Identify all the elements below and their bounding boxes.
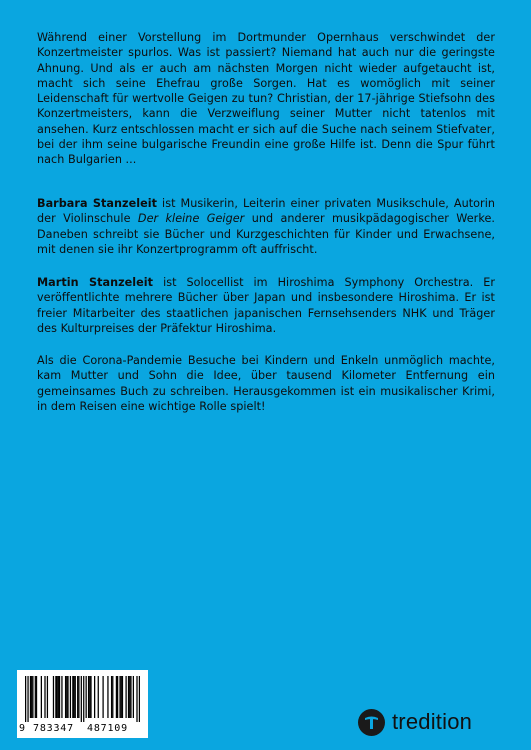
barcode-bar	[77, 676, 78, 718]
barcode-bar	[75, 676, 76, 718]
barcode-bar	[121, 676, 122, 718]
barcode-bar	[94, 676, 95, 718]
barcode-bar	[83, 676, 84, 722]
barcode-bar	[70, 676, 71, 718]
closing-text: Als die Corona-Pandemie Besuche bei Kindern und Enkeln unmöglich machte, kam Mutter und Sohn die Idee, über tausend Kilometer Entfernung ein gemeinsames Buch zu schreiben. Herausgekommen ist ein musikalischer Krimi, in dem Reisen eine wichtige Rolle spielt!	[37, 354, 495, 413]
barcode-right-group: 487109	[87, 723, 128, 734]
barcode-bar	[72, 676, 73, 718]
author-name-martin: Martin Stanzeleit	[37, 276, 154, 289]
barcode-bar	[58, 676, 59, 718]
barcode-bar	[86, 676, 87, 718]
barcode-bar	[32, 676, 33, 718]
barcode-bar	[36, 676, 37, 718]
barcode-bar	[78, 676, 79, 718]
barcode-bar	[41, 676, 42, 718]
barcode-bar	[128, 676, 129, 718]
author-bio-barbara-part1: ist Musikerin, Leiterin einer privaten Musikschule, Autorin der Violinschule	[37, 197, 495, 226]
author-bio-barbara	[37, 196, 495, 257]
barcode-lead-digit: 9	[19, 723, 26, 734]
barcode-bar	[102, 676, 103, 718]
barcode-bar	[59, 676, 60, 718]
closing-paragraph	[37, 353, 495, 414]
barcode-bar	[47, 676, 48, 718]
barcode-bar	[25, 676, 26, 722]
author-bio-barbara-text	[37, 196, 495, 257]
barcode-bar	[136, 676, 137, 722]
barcode-bar	[44, 676, 45, 718]
barcode-bar	[81, 676, 82, 722]
barcode-bar	[61, 676, 62, 718]
author-name-barbara: Barbara Stanzeleit	[37, 197, 158, 210]
blurb-text: Während einer Vorstellung im Dortmunder Opernhaus verschwindet der Konzertmeister spurlos. Was ist passiert? Niemand hat auch nur die geringste Ahnung. Und als er auch am nächsten Morgen nicht wieder aufgetaucht ist, macht sich seine Ehefrau große Sorgen. Hat es womöglich mit seiner Leidenschaft für wertvolle Geigen zu tun? Christian, der 17-jährige Stiefsohn des Konzertmeisters, kann die Verzweiflung seiner Mutter nicht tatenlos mit ansehen. Kurz entschlossen macht er sich auf die Suche nach seinem Stiefvater, bei der ihm seine bulgarische Freundin eine große Hilfe ist. Denn die Spur führt nach Bulgarien ...	[37, 31, 495, 167]
barcode-bar	[65, 676, 66, 718]
barcode-bar	[56, 676, 57, 718]
barcode-bar	[66, 676, 67, 718]
barcode-bar	[129, 676, 130, 718]
barcode-bar	[27, 676, 28, 722]
barcode-bar	[55, 676, 56, 718]
barcode-bar	[111, 676, 112, 718]
isbn-barcode	[17, 670, 148, 738]
barcode-bar	[130, 676, 131, 718]
work-title: Der kleine Geiger	[137, 212, 245, 226]
publisher-brand	[358, 705, 472, 739]
barcode-bar	[89, 676, 90, 718]
author-bio-martin-text	[37, 275, 495, 336]
barcode-left-group: 783347	[33, 723, 74, 734]
barcode-bar	[107, 676, 108, 718]
tredition-logo-glyph	[363, 714, 380, 731]
barcode-bar	[98, 676, 99, 718]
barcode-bar	[116, 676, 117, 718]
barcode-bar	[53, 676, 54, 718]
barcode-bar	[119, 676, 120, 718]
author-bio-martin-part: ist Solocellist im Hiroshima Symphony Orchestra. Er veröffentlichte mehrere Bücher über Japan und insbesondere Hiroshima. Er ist freier Mitarbeiter des staatlichen japanischen Fernsehsenders NHK und Träger des Kulturpreises der Präfektur Hiroshima.	[37, 276, 496, 335]
barcode-bar	[125, 676, 126, 718]
barcode-bar	[67, 676, 68, 718]
barcode-bar	[112, 676, 113, 718]
barcode-bar	[139, 676, 140, 722]
barcode-bar	[35, 676, 36, 718]
author-bio-martin	[37, 275, 495, 336]
barcode-bar	[117, 676, 118, 718]
author-bio-barbara-part2: und anderer musikpädagogischer Werke. Daneben schreibt sie Bücher und Kurzgeschichten für Kinder und Erwachsene, mit denen sie ihr Konzertprogramm oft auffrischt.	[37, 212, 495, 256]
tredition-logo-icon	[358, 709, 385, 736]
barcode-bars	[25, 676, 140, 722]
barcode-bar	[90, 676, 91, 718]
barcode-bar	[73, 676, 74, 718]
barcode-digits	[17, 722, 148, 736]
barcode-bar	[88, 676, 89, 718]
blurb	[37, 30, 495, 168]
publisher-name: tredition	[392, 709, 473, 734]
barcode-bar	[133, 676, 134, 718]
barcode-bar	[30, 676, 31, 718]
barcode-bar	[31, 676, 32, 718]
barcode-bar	[122, 676, 123, 718]
